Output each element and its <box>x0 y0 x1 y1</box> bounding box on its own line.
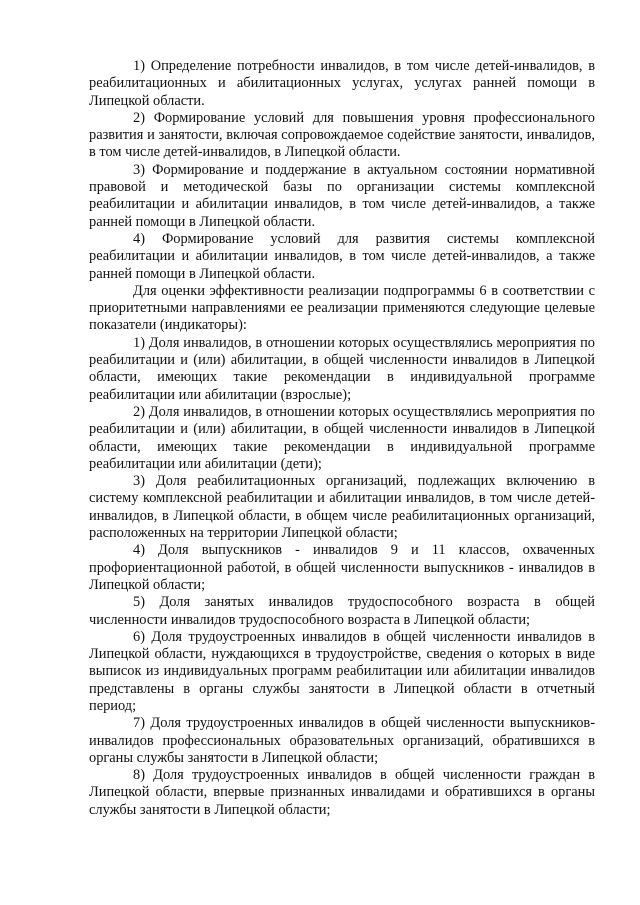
paragraph-indicator-7: 7) Доля трудоустроенных инвалидов в общей численности выпускников-инвалидов профессиональных образовательных организаций, обратившихся в органы службы занятости в Липецкой области; <box>89 715 595 766</box>
paragraph-indicator-3: 3) Доля реабилитационных организаций, подлежащих включению в систему комплексной реабилитации и абилитации инвалидов, в том числе детей-инвалидов, в Липецкой области, в общем числе реабилитационных организаций, расположенных на территории Липецкой области; <box>89 473 595 542</box>
paragraph-indicator-1: 1) Доля инвалидов, в отношении которых осуществлялись мероприятия по реабилитации и (или) абилитации, в общей численности инвалидов в Липецкой области, имеющих такие рекомендации в индивидуальной программе реабилитации или абилитации (взрослые); <box>89 334 595 403</box>
paragraph-indicator-6: 6) Доля трудоустроенных инвалидов в общей численности инвалидов в Липецкой области, нуждающихся в трудоустройстве, сведения о которых в виде выписок из индивидуальных программ реабилитации или абилитации инвалидов представлены в органы службы занятости в Липецкой области в отчетный период; <box>89 628 595 714</box>
paragraph-indicator-4: 4) Доля выпускников - инвалидов 9 и 11 классов, охваченных профориентационной работой, в общей численности выпускников - инвалидов в Липецкой области; <box>89 542 595 593</box>
paragraph-goal-1: 1) Определение потребности инвалидов, в том числе детей-инвалидов, в реабилитационных и абилитационных услугах, услугах ранней помощи в Липецкой области. <box>89 58 595 109</box>
paragraph-indicator-8: 8) Доля трудоустроенных инвалидов в общей численности граждан в Липецкой области, впервые признанных инвалидами и обратившихся в органы службы занятости в Липецкой области; <box>89 767 595 818</box>
paragraph-indicator-2: 2) Доля инвалидов, в отношении которых осуществлялись мероприятия по реабилитации и (или) абилитации, в общей численности инвалидов в Липецкой области, имеющих такие рекомендации в индивидуальной программе реабилитации или абилитации (дети); <box>89 403 595 472</box>
paragraph-indicators-intro: Для оценки эффективности реализации подпрограммы 6 в соответствии с приоритетными направлениями ее реализации применяются следующие целевые показатели (индикаторы): <box>89 282 595 334</box>
paragraph-goal-4: 4) Формирование условий для развития системы комплексной реабилитации и абилитации инвалидов, в том числе детей-инвалидов, а также ранней помощи в Липецкой области. <box>89 230 595 282</box>
paragraph-goal-3: 3) Формирование и поддержание в актуальном состоянии нормативной правовой и методической базы по организации системы комплексной реабилитации и абилитации инвалидов, в том числе детей-инвалидов, а также ранней помощи в Липецкой области. <box>89 161 595 230</box>
paragraph-indicator-5: 5) Доля занятых инвалидов трудоспособного возраста в общей численности инвалидов трудоспособного возраста в Липецкой области; <box>89 594 595 628</box>
paragraph-goal-2: 2) Формирование условий для повышения уровня профессионального развития и занятости, включая сопровождаемое содействие занятости, инвалидов, в том числе детей-инвалидов, в Липецкой области. <box>89 109 595 161</box>
document-page <box>89 58 595 819</box>
